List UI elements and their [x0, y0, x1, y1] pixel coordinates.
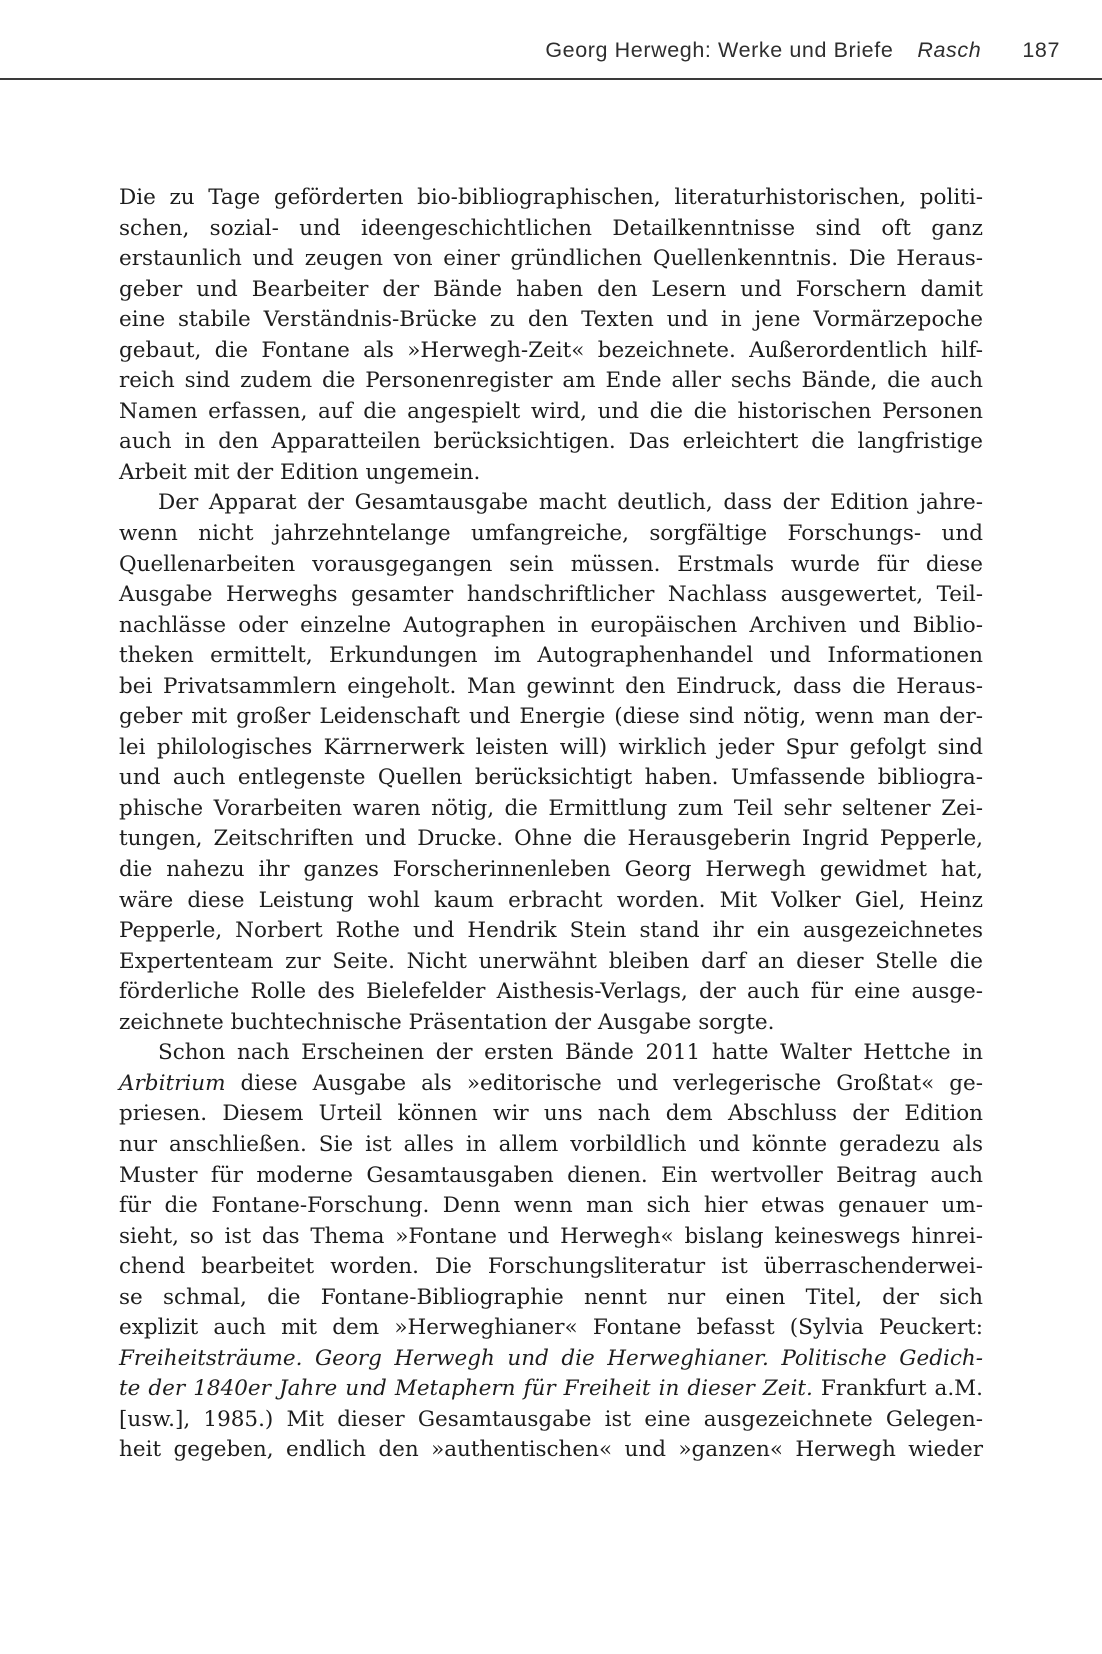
- paragraph: [119, 1038, 983, 1466]
- text-line: gebaut, die Fontane als »Herwegh-Zeit« bezeichnete. Außerordentlich hilf-: [119, 337, 983, 363]
- text-line: sieht, so ist das Thema »Fontane und Herwegh« bislang keineswegs hinrei-: [119, 1223, 983, 1249]
- author-name: Rasch: [917, 38, 982, 62]
- text-line: wenn nicht jahrzehntelange umfangreiche, sorgfältige Forschungs- und: [119, 521, 983, 547]
- text-line: Quellenarbeiten vorausgegangen sein müssen. Erstmals wurde für diese: [119, 551, 983, 577]
- text-line: heit gegeben, endlich den »authentischen« und »ganzen« Herwegh wieder: [119, 1437, 983, 1463]
- running-head: [545, 37, 1060, 63]
- text-line: zeichnete buchtechnische Präsentation der Ausgabe sorgte.: [119, 1009, 775, 1035]
- text-line: eine stabile Verständnis-Brücke zu den Texten und in jene Vormärzepoche: [119, 307, 983, 333]
- text-line: Namen erfassen, auf die angespielt wird, und die die historischen Personen: [119, 398, 983, 424]
- text-line: [usw.], 1985.) Mit dieser Gesamtausgabe ist eine ausgezeichnete Gelegen-: [119, 1406, 983, 1432]
- header-rule: [0, 78, 1102, 80]
- paragraph: [119, 183, 983, 488]
- text-line: für die Fontane-Forschung. Denn wenn man sich hier etwas genauer um-: [119, 1193, 983, 1219]
- body-text: [119, 183, 983, 1466]
- page-number: 187: [1022, 38, 1060, 62]
- text-line: auch in den Apparatteilen berücksichtigen. Das erleichtert die langfristige: [119, 429, 983, 455]
- text-line: Arbeit mit der Edition ungemein.: [119, 459, 481, 485]
- text-line: Ausgabe Herweghs gesamter handschriftlicher Nachlass ausgewertet, Teil-: [119, 582, 983, 608]
- text-line: [119, 1344, 983, 1375]
- book-title: Freiheitsträume. Georg Herwegh und die Herweghianer. Politische Gedich-: [119, 1345, 983, 1371]
- paragraph: [119, 488, 983, 1038]
- book-title: te der 1840er Jahre und Metaphern für Freiheit in dieser Zeit.: [119, 1376, 813, 1402]
- text-line: und auch entlegenste Quellen berücksichtigt haben. Umfassende bibliogra-: [119, 765, 983, 791]
- text-line: tungen, Zeitschriften und Drucke. Ohne die Herausgeberin Ingrid Pepperle,: [119, 826, 983, 852]
- text-line: förderliche Rolle des Bielefelder Aisthesis-Verlags, der auch für eine ausge-: [119, 979, 983, 1005]
- text-line: geber mit großer Leidenschaft und Energie (diese sind nötig, wenn man der-: [119, 704, 983, 730]
- text-line: chend bearbeitet worden. Die Forschungsliteratur ist überraschenderwei-: [119, 1254, 983, 1280]
- text-line: geber und Bearbeiter der Bände haben den Lesern und Forschern damit: [119, 276, 983, 302]
- text-line: Der Apparat der Gesamtausgabe macht deutlich, dass der Edition jahre-: [158, 490, 983, 516]
- text-line: Expertenteam zur Seite. Nicht unerwähnt bleiben darf an dieser Stelle die: [119, 948, 983, 974]
- text-line: se schmal, die Fontane-Bibliographie nennt nur einen Titel, der sich: [119, 1284, 983, 1310]
- text-line: explizit auch mit dem »Herweghianer« Fontane befasst (Sylvia Peuckert:: [119, 1315, 983, 1341]
- text-line: [119, 1374, 983, 1405]
- text-line: lei philologisches Kärrnerwerk leisten will) wirklich jeder Spur gefolgt sind: [119, 734, 983, 760]
- text-line: wäre diese Leistung wohl kaum erbracht worden. Mit Volker Giel, Heinz: [119, 887, 983, 913]
- text-line: erstaunlich und zeugen von einer gründlichen Quellenkenntnis. Die Heraus-: [119, 246, 983, 272]
- text-line: priesen. Diesem Urteil können wir uns nach dem Abschluss der Edition: [119, 1101, 983, 1127]
- text-line: Schon nach Erscheinen der ersten Bände 2011 hatte Walter Hettche in: [158, 1040, 983, 1066]
- text-line: nur anschließen. Sie ist alles in allem vorbildlich und könnte geradezu als: [119, 1131, 983, 1157]
- text-line: [119, 1069, 983, 1100]
- text-line: theken ermittelt, Erkundungen im Autographenhandel und Informationen: [119, 643, 983, 669]
- text-segment: diese Ausgabe als »editorische und verlegerische Großtat« ge-: [225, 1070, 983, 1096]
- text-line: reich sind zudem die Personenregister am Ende aller sechs Bände, die auch: [119, 368, 983, 394]
- text-line: phische Vorarbeiten waren nötig, die Ermittlung zum Teil sehr seltener Zei-: [119, 795, 983, 821]
- text-line: die nahezu ihr ganzes Forscherinnenleben Georg Herwegh gewidmet hat,: [119, 857, 983, 883]
- text-line: Die zu Tage geförderten bio-bibliographischen, literaturhistorischen, politi-: [119, 185, 983, 210]
- text-line: Pepperle, Norbert Rothe und Hendrik Stein stand ihr ein ausgezeichnetes: [119, 918, 983, 944]
- running-title: Georg Herwegh: Werke und Briefe: [545, 38, 894, 62]
- text-line: schen, sozial- und ideengeschichtlichen Detailkenntnisse sind oft ganz: [119, 215, 983, 241]
- text-line: Muster für moderne Gesamtausgaben dienen. Ein wertvoller Beitrag auch: [119, 1162, 983, 1188]
- text-line: bei Privatsammlern eingeholt. Man gewinnt den Eindruck, dass die Heraus-: [119, 673, 983, 699]
- journal-title: Arbitrium: [119, 1070, 226, 1096]
- text-segment: Frankfurt a.M.: [812, 1376, 983, 1402]
- text-line: nachlässe oder einzelne Autographen in europäischen Archiven und Biblio-: [119, 612, 983, 638]
